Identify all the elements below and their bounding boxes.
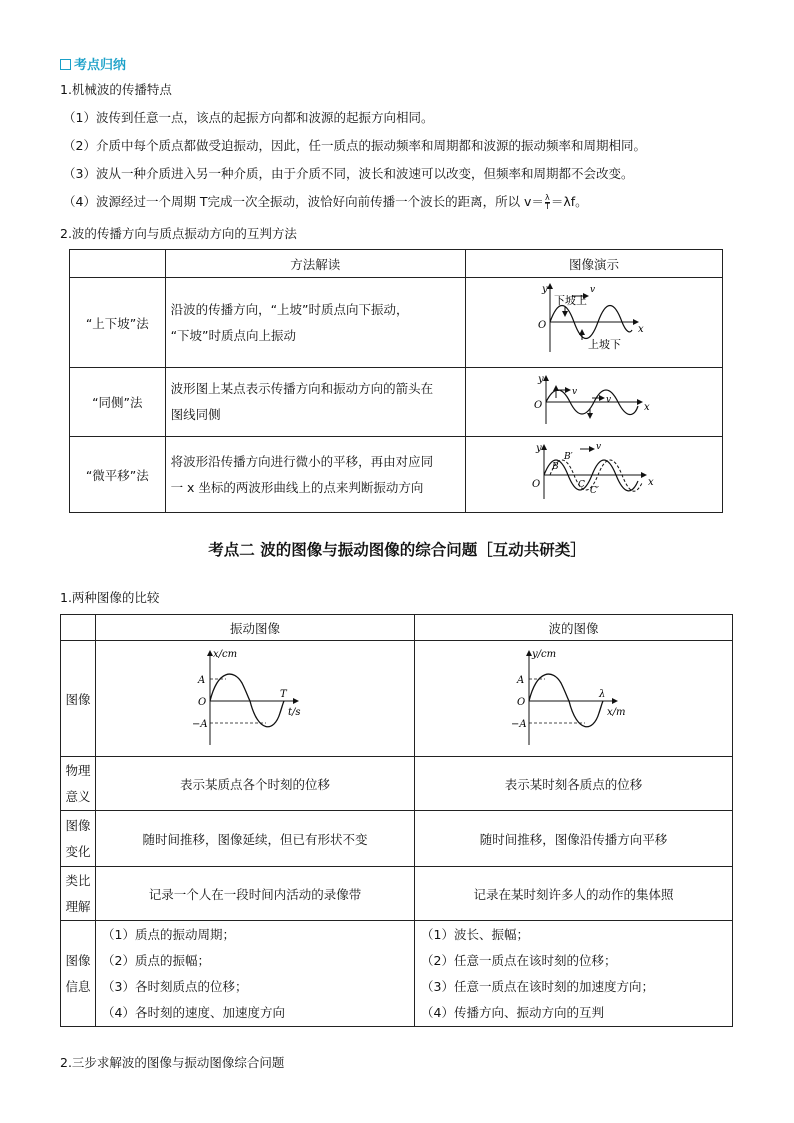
wave-graph: [499, 641, 649, 753]
compare-row-change: [61, 811, 733, 867]
method-name: “上下坡”法: [70, 278, 166, 368]
vib-info-list: [96, 921, 415, 1027]
compare-image-row: [61, 641, 733, 757]
fraction-lambda-over-t: $\frac{\lambda}{T}$: [544, 193, 550, 211]
t-axis-label: t/s: [288, 707, 301, 718]
same-side-wave-figure: [466, 368, 722, 433]
v-label: v: [606, 395, 612, 405]
method-desc: 波形图上某点表示传播方向和振动方向的箭头在 图线同侧: [165, 368, 465, 437]
compare-header-row: [61, 615, 733, 641]
y-axis-label: x/cm: [213, 649, 238, 660]
method-desc: 沿波的传播方向，“上坡”时质点向下振动， “下坡”时质点向上振动: [165, 278, 465, 368]
compare-header-vib: 振动图像: [96, 615, 415, 641]
origin-label: O: [532, 479, 541, 490]
item1-title: 1.机械波的传播特点: [60, 82, 172, 97]
neg-amplitude-label: −A: [192, 719, 208, 730]
compare-title: 1.两种图像的比较: [60, 590, 160, 605]
x-label: x: [638, 324, 644, 335]
method-header-figure: 图像演示: [466, 250, 723, 278]
list-item: （1）波长、振幅；: [421, 926, 529, 942]
compare-header-empty: [61, 615, 96, 641]
method-row-slope: [70, 278, 723, 368]
compare-row-label: 图像 信息: [61, 921, 96, 1027]
compare-row-label: 图像: [61, 641, 96, 757]
y-axis-label: y/cm: [531, 649, 556, 660]
compare-row-analogy: [61, 867, 733, 921]
y-label: y: [536, 443, 542, 454]
list-item: （2）质点的振幅；: [102, 952, 210, 968]
checkbox-square-icon: [60, 59, 71, 70]
origin-label: O: [198, 697, 207, 708]
compare-header-wave: 波的图像: [415, 615, 733, 641]
v-label: v: [572, 387, 578, 397]
wavelength-label: λ: [598, 689, 605, 700]
compare-row-info: [61, 921, 733, 1027]
item1-point-2: （2）介质中每个质点都做受迫振动，因此，任一质点的振动频率和周期都和波源的振动频率和周期相同。: [63, 138, 646, 153]
y-label: y: [538, 374, 544, 385]
origin-label: O: [534, 400, 543, 411]
compare-row-label: 物理 意义: [61, 757, 96, 811]
vibration-curve: [210, 674, 284, 727]
vib-cell: 表示某质点各个时刻的位移: [96, 757, 415, 811]
amplitude-label: A: [516, 675, 524, 686]
method-row-micro-shift: [70, 437, 723, 513]
vibration-figure-cell: [96, 641, 415, 757]
vib-cell: 随时间推移，图像延续，但已有形状不变: [96, 811, 415, 867]
method-name: “微平移”法: [70, 437, 166, 513]
method-table-header-row: [70, 250, 723, 278]
method-desc: 将波形沿传播方向进行微小的平移，再由对应同 一 x 坐标的两波形曲线上的点来判断振动方向: [165, 437, 465, 513]
three-step-title: 2.三步求解波的图像与振动图像综合问题: [60, 1055, 285, 1070]
list-item: （3）任意一质点在该时刻的加速度方向；: [421, 978, 654, 994]
wave-curve: [529, 674, 603, 727]
section2-title: 考点二 波的图像与振动图像的综合问题［互动共研类］: [208, 541, 586, 559]
v-label: v: [596, 442, 602, 452]
origin-label: O: [516, 697, 525, 708]
method-figure-cell: [466, 368, 723, 437]
item1-point-3: （3）波从一种介质进入另一种介质，由于介质不同，波长和波速可以改变，但频率和周期都不会改变。: [63, 166, 634, 181]
y-label: y: [542, 284, 548, 295]
point-b-prime-label: B′: [564, 452, 573, 462]
neg-amplitude-label: −A: [510, 719, 527, 730]
method-header-empty: [70, 250, 166, 278]
v-label: v: [590, 285, 596, 295]
list-item: （2）任意一质点在该时刻的位移；: [421, 952, 617, 968]
wave-info-list: [415, 921, 733, 1027]
x-axis-label: x/m: [606, 707, 625, 718]
summary-heading: 考点归纳: [60, 54, 126, 73]
compare-table: [60, 614, 733, 1027]
compare-row-label: 图像 变化: [61, 811, 96, 867]
method-table: [69, 249, 723, 513]
list-item: （4）各时刻的速度、加速度方向: [102, 1004, 285, 1020]
method-header-desc: 方法解读: [165, 250, 465, 278]
origin-label: O: [538, 320, 547, 331]
x-label: x: [644, 402, 650, 413]
compare-row-meaning: [61, 757, 733, 811]
up-slope-label: 上坡下: [588, 338, 621, 351]
x-label: x: [648, 477, 654, 488]
method-figure-cell: [466, 437, 723, 513]
item1-point-1: （1）波传到任意一点，该点的起振方向都和波源的起振方向相同。: [63, 110, 434, 125]
compare-row-label: 类比 理解: [61, 867, 96, 921]
method-name: “同侧”法: [70, 368, 166, 437]
wave-cell: 随时间推移，图像沿传播方向平移: [415, 811, 733, 867]
list-item: （4）传播方向、振动方向的互判: [421, 1004, 604, 1020]
list-item: （1）质点的振动周期；: [102, 926, 235, 942]
method-figure-cell: [466, 278, 723, 368]
amplitude-label: A: [198, 675, 206, 686]
method-row-same-side: [70, 368, 723, 437]
item1-point-4: （4）波源经过一个周期 T完成一次全振动，波恰好向前传播一个波长的距离，所以 v＝ $\frac{\lambda}{T}$ ＝λf。: [63, 193, 588, 211]
item2-title: 2.波的传播方向与质点振动方向的互判方法: [60, 226, 297, 241]
vib-cell: 记录一个人在一段时间内活动的录像带: [96, 867, 415, 921]
point-b-label: B: [552, 462, 559, 472]
point-c-label: C: [578, 480, 585, 490]
slope-method-wave-figure: [466, 278, 722, 364]
point-c-prime-label: C′: [590, 486, 599, 496]
micro-shift-wave-figure: [466, 437, 722, 509]
period-label: T: [280, 689, 287, 700]
vibration-graph: [180, 641, 330, 753]
list-item: （3）各时刻质点的位移；: [102, 978, 248, 994]
wave-cell: 记录在某时刻许多人的动作的集体照: [415, 867, 733, 921]
wave-figure-cell: [415, 641, 733, 757]
wave-cell: 表示某时刻各质点的位移: [415, 757, 733, 811]
down-slope-label: 下坡上: [554, 294, 587, 307]
